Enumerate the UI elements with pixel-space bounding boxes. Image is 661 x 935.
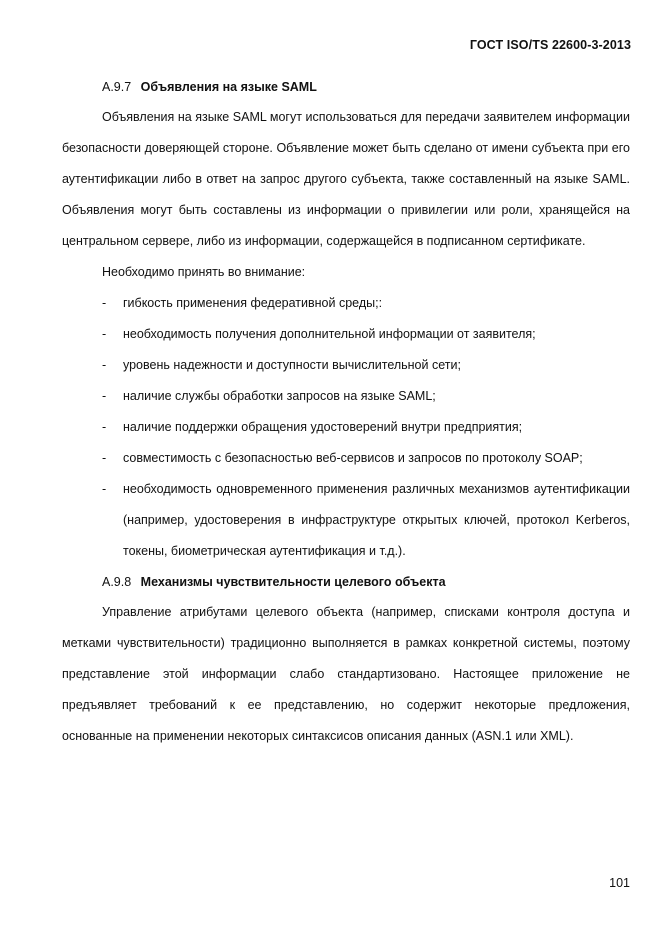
section-title: Механизмы чувствительности целевого объекта (140, 575, 446, 589)
list-dash: - (102, 482, 107, 496)
section-number: A.9.8 (102, 575, 132, 589)
list-item-text: необходимость получения дополнительной информации от заявителя; (123, 327, 536, 341)
list-item (62, 443, 630, 474)
section-heading-a98 (62, 567, 630, 597)
section-a97-paragraph: Объявления на языке SAML могут использоваться для передачи заявителем информации безопасности доверяющей стороне. Объявление может быть сделано от имени субъекта при его аутентификации либо в ответ на запрос другого субъекта, также составленный на языке SAML. Объявления могут быть составлены из информации о привилегии или роли, хранящейся на центральном сервере, либо из информации, содержащейся в подписанном сертификате. (62, 110, 630, 248)
list-item (62, 412, 630, 443)
list-dash: - (102, 358, 107, 372)
list-dash: - (102, 451, 107, 465)
section-title: Объявления на языке SAML (140, 80, 317, 94)
list-dash: - (102, 296, 107, 310)
list-dash: - (102, 327, 107, 341)
list-item (62, 474, 630, 567)
list-item (62, 350, 630, 381)
list-item-text: необходимость одновременного применения различных механизмов аутентификации (например, удостоверения в инфраструктуре открытых ключей, протокол Kerberos, токены, биометрическая аутентификация и т.д.). (123, 482, 630, 558)
list-item-text: уровень надежности и доступности вычислительной сети; (123, 358, 461, 372)
list-intro: Необходимо принять во внимание: (102, 265, 306, 279)
section-heading-a97 (62, 72, 630, 102)
list-item-text: наличие службы обработки запросов на языке SAML; (123, 389, 436, 403)
page-number: 101 (609, 876, 630, 890)
considerations-list (62, 288, 630, 567)
document-standard-code: ГОСТ ISO/TS 22600-3-2013 (469, 38, 631, 52)
section-number: A.9.7 (102, 80, 132, 94)
list-item-text: гибкость применения федеративной среды;: (123, 296, 383, 310)
list-item-text: наличие поддержки обращения удостоверений внутри предприятия; (123, 420, 523, 434)
list-dash: - (102, 420, 107, 434)
list-dash: - (102, 389, 107, 403)
section-a98-paragraph: Управление атрибутами целевого объекта (например, списками контроля доступа и метками чувствительности) традиционно выполняется в рамках конкретной системы, поэтому представление этой информации слабо стандартизовано. Настоящее приложение не предъявляет требований к ее представлению, но содержит некоторые предложения, основанные на применении некоторых синтаксисов описания данных (ASN.1 или XML). (62, 605, 630, 743)
list-item (62, 319, 630, 350)
list-item-text: совместимость с безопасностью веб-сервисов и запросов по протоколу SOAP; (123, 451, 583, 465)
list-item (62, 288, 630, 319)
list-item (62, 381, 630, 412)
page-content (62, 72, 630, 752)
